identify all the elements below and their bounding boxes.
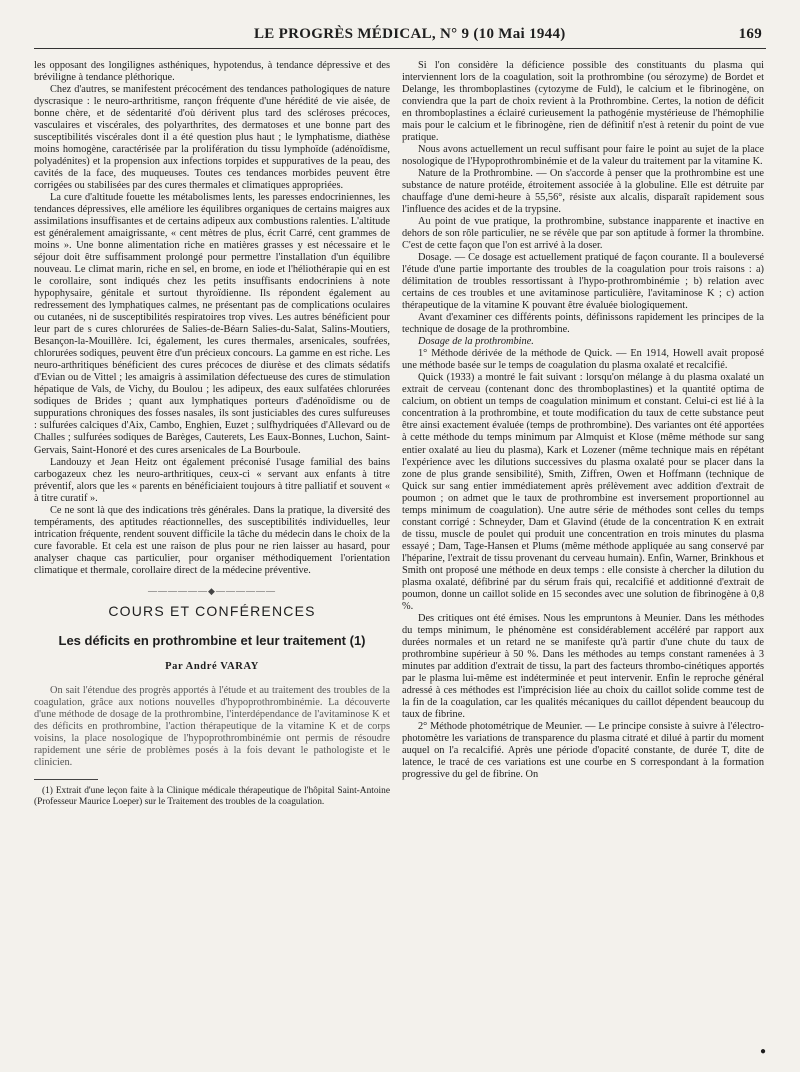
footnote-rule (34, 779, 98, 780)
paragraph: 1° Méthode dérivée de la méthode de Quick. — En 1914, Howell avait proposé une méthode basée sur le temps de coagulation du plasma oxalaté et recalcifié. (402, 348, 764, 372)
left-column (34, 60, 390, 808)
paragraph: Des critiques ont été émises. Nous les empruntons à Meunier. Dans les méthodes du temps minimum, le phénomène est considérablement accéléré par rapport aux durées normales et un retard ne se manifeste qu'à partir d'une chute du taux de prothrombine supérieur à 50 %. Dans les méthodes au temps constant ramenées à 3 minutes par addition d'extrait de tissu, la part des facteurs thrombo-cinétiques apportés par le plasma lui-même est indéterminée et peut intervenir. Enfin le reproche général adressé à ces méthodes est l'imprécision liée au choix du caillot solide comme test de la fin de la coagulation, car les qualités mécaniques du caillot dépendent beaucoup du taux de fibrine. (402, 612, 764, 720)
paragraph: Ce ne sont là que des indications très générales. Dans la pratique, la diversité des tempéraments, des aptitudes réactionnelles, des susceptibilités individuelles, leur intrication fréquente, rendent souvent difficile la tâche du médecin dans le choix de la cure favorable. Et cela est une raison de plus pour ne rien laisser au hasard, pour analyser chaque cas particulier, pour organiser méthodiquement l'orientation climatique et thermale, corollaire direct de la médecine préventive. (34, 504, 390, 576)
section-divider: ——————◆—————— (148, 585, 276, 596)
paragraph: On sait l'étendue des progrès apportés à l'étude et au traitement des troubles de la coagulation, grâce aux notions nouvelles d'hypoprothrombinémie. La découverte d'une méthode de dosage de la prothrombine, l'interdépendance de l'avitaminose K et des déficits en prothrombine, l'action thérapeutique de la vitamine K et de corps voisins, la place nosologique de l'hypoprothrombinémie ont permis de résoudre rapidement une série de problèmes posés à la fois devant le pathologiste et le clinicien. (34, 684, 390, 768)
paragraph: Nous avons actuellement un recul suffisant pour faire le point au sujet de la place nosologique de l'Hypoprothrombinémie et de la valeur du traitement par la vitamine K. (402, 144, 764, 168)
article-intro (34, 685, 390, 769)
paragraph: La cure d'altitude fouette les métabolismes lents, les paresses endocriniennes, les tendances dépressives, elle améliore les équilibres organiques de certains maigres aux assimilations insuffisantes et de certains adipeux aux combustions ralenties. L'altitude est généralement amaigrissante, « cent mètres de plus, écrit Carré, cent grammes de moins ». Une bonne alimentation riche en matières grasses y est nécessaire et le séjour doit être suffisamment prolongé pour permettre l'installation d'un équilibre nouveau. Le climat marin, riche en sel, en brome, en iode et l'héliothérapie qui en est le corollaire, sont indiqués chez les petits insuffisants endocriniens à note hypophysaire, génitale et surtout thyroïdienne. Ils répondent également au redressement des lymphatiques calmes, ne présentant pas de complications oculaires ou cutanées, ni de susceptibilités respiratoires trop vives. Les autres bénéficient pour leur part de s cures chlorurées de Salies-de-Béarn Salies-du-Salat, Salins-Moutiers, Besançon-la-Mouillère. Ici, également, les cures thermales, arsenicales, soufrées, chlorurées sodiques, peuvent être d'un précieux concours. La gamme en est riche. Les neuro-arthritiques bénéficient des cures précoces de diurèse et des climats sédatifs d'Evian ou de Vittel ; les amaigris à assimilation défectueuse des cures de stimulation hépatique de Vals, de Vichy, du Boulou ; les adipeux, des eaux sulfatées chlorurées sodiques de Brides ; quant aux lymphatiques porteurs d'adénoïdisme ou de suppurations chroniques des fosses nasales, ils sont justiciables des cures sulfureuses : sulfurées calciques d'Aix, Cambo, Enghien, Euzet ; sulfhydriquées d'Allevard ou de Challes ; sulfurées sodiques de Barèges, Cauterets, Les Eaux-Bonnes, Luchon, Saint-Gervais, Saint-Honoré et des cures arsenicales de La Bourboule. (34, 192, 390, 456)
paragraph: Au point de vue pratique, la prothrombine, substance inapparente et inactive en dehors de son rôle particulier, ne se révèle que par son aptitude à former la thrombine. C'est de cette façon que l'on est arrivé à la doser. (402, 216, 764, 252)
footnote (34, 786, 390, 808)
paragraph: Chez d'autres, se manifestent précocément des tendances pathologiques de nature dyscrasique : le neuro-arthritisme, rançon fréquente d'une hérédité de vie aisée, de bonne chère, et de sédentarité d'où dérivent plus tard des scléroses précoces, vasculaires et viscérales, des polyarthrites, des dermatoses et une bonne part des susceptibilités viscérales dont il a été question plus haut ; le lymphatisme, diathèse moins homogène, caractérisée par la prolifération du tissu lymphoïde (adénoïdisme, polyadénites) et la propension aux infections torpides et suppuratives de la peau, des cavités de la face, des muqueuses. Toutes ces tendances morbides peuvent être corrigées ou stabilisées par des cures thermales et climatiques appropriées. (34, 84, 390, 192)
paragraph: Quick (1933) a montré le fait suivant : lorsqu'on mélange à du plasma oxalaté un extrait de cerveau (contenant donc des thromboplastines) et la quantité optima de calcium, on obtient un temps de coagulation minimum et constant. Celui-ci est lié à la concentration à la prothrombine, et toute modification du taux de cette substance peut être ainsi exactement évaluée (temps de prothrombine). Des variantes ont été apportées à cette méthode du temps minimum par Almquist et Klose (même méthode sur sang entier oxalaté au lieu du plasma), Kark et Lozener (même technique mais en répétant l'expérience avec les dilutions successives du plasma oxalaté pour se placer dans la zone de plus grande sensibilité), Smith, Ziffren, Owen et Hoffmann (technique de Quick sur sang entier immédiatement après prélèvement avec addition d'extrait de poumon ; on admet que le taux de prothrombine est inversement proportionnel au temps minimum de coagulation). Une autre série de méthodes sont celles du temps constant corrigé : Schneyder, Dam et Glavind (étude de la concentration K en extrait de tissu, muscle de poulet qui produit une concentration en trois minutes du plasma essayé ; Dam, Tage-Hansen et Plums (même méthode appliquée au sang conservé par l'héparine, l'extrait de tissu provenant du cerveau humain). Enfin, Warner, Brinkhous et Smith ont proposé une méthode en deux temps : elle consiste à chercher la dilution du plasma oxalaté, défibriné par du sérum frais qui, recalcifié et additionné d'extrait de poumon, donne un caillot solide en 15 secondes avec une solution de fibrinogène à 0,8 %. (402, 372, 764, 612)
footnote-text: (1) Extrait d'une leçon faite à la Clinique médicale thérapeutique de l'hôpital Saint-Antoine (Professeur Maurice Loeper) sur le Traitement des troubles de la coagulation. (34, 785, 390, 807)
paragraph: Avant d'examiner ces différents points, définissons rapidement les principes de la technique de dosage de la prothrombine. (402, 312, 764, 336)
right-column (402, 60, 764, 781)
page-number: 169 (738, 26, 762, 42)
section-title: COURS ET CONFÉRENCES (108, 602, 316, 619)
journal-issue: LE PROGRÈS MÉDICAL, N° 9 (10 Mai 1944) (254, 26, 566, 42)
paragraph: Landouzy et Jean Heitz ont également préconisé l'usage familial des bains carbogazeux chez les neuro-arthritiques, ceux-ci « servant aux enfants à titre préventif, alors que les « parents en bénéficiaient toujours à titre palliatif et souvent « à titre curatif ». (34, 456, 390, 504)
paragraph: 2° Méthode photométrique de Meunier. — Le principe consiste à suivre à l'électro-photomètre les variations de transparence du plasma citraté et dilué à partir du moment auquel on l'a recalcifié. Après une période d'opacité constante, de durée T, dite de latence, le tracé de ces variations est une courbe en S correspondant à la formation progressive du gel de fibrine. On (402, 720, 764, 780)
paragraph: Dosage. — Ce dosage est actuellement pratiqué de façon courante. Il a bouleversé l'étude d'une partie importante des troubles de la coagulation pour trois raisons : a) délimitation de troubles ressortissant à l'hypo-prothrombinémie ; b) relation avec certains de ces troubles et une avitaminose particulière, l'avitaminose K ; c) action thérapeutique de la vitamine K pouvant être évaluée biologiquement. (402, 252, 764, 312)
running-header (34, 22, 766, 49)
article-title: Les déficits en prothrombine et leur traitement (1) (58, 632, 366, 648)
author-byline: Par André VARAY (165, 660, 259, 672)
paragraph: Nature de la Prothrombine. — On s'accorde à penser que la prothrombine est une substance de nature protéide, étroitement associée à la globuline. Elle est détruite par chauffage d'une demi-heure à 55,56°, résiste aux alcalis, disparaît rapidement sous l'influence des acides et de la trypsine. (402, 168, 764, 216)
page-end-mark: ● (760, 1046, 767, 1057)
subheading: Dosage de la prothrombine. (418, 336, 534, 348)
paragraph: Si l'on considère la déficience possible des constituants du plasma qui interviennent lors de la coagulation, soit la prothrombine (ou sérozyme) de Bordet et Delange, les thromboplastines (cytozyme de Fuld), le calcium et le fibrinogène, on conviendra que la part de choix revient à la Prothrombine. Certes, la notion de déficit en thromboplastines a éclairé curieusement la pathogénie mystérieuse de l'hémophilie mais pour le calcium et le fibrinogène, rien de définitif n'est à retenir du point de vue pratique. (402, 60, 764, 144)
paragraph: les opposant des longilignes asthéniques, hypotendus, à tendance dépressive et des bréviligne à tendance pléthorique. (34, 60, 390, 84)
